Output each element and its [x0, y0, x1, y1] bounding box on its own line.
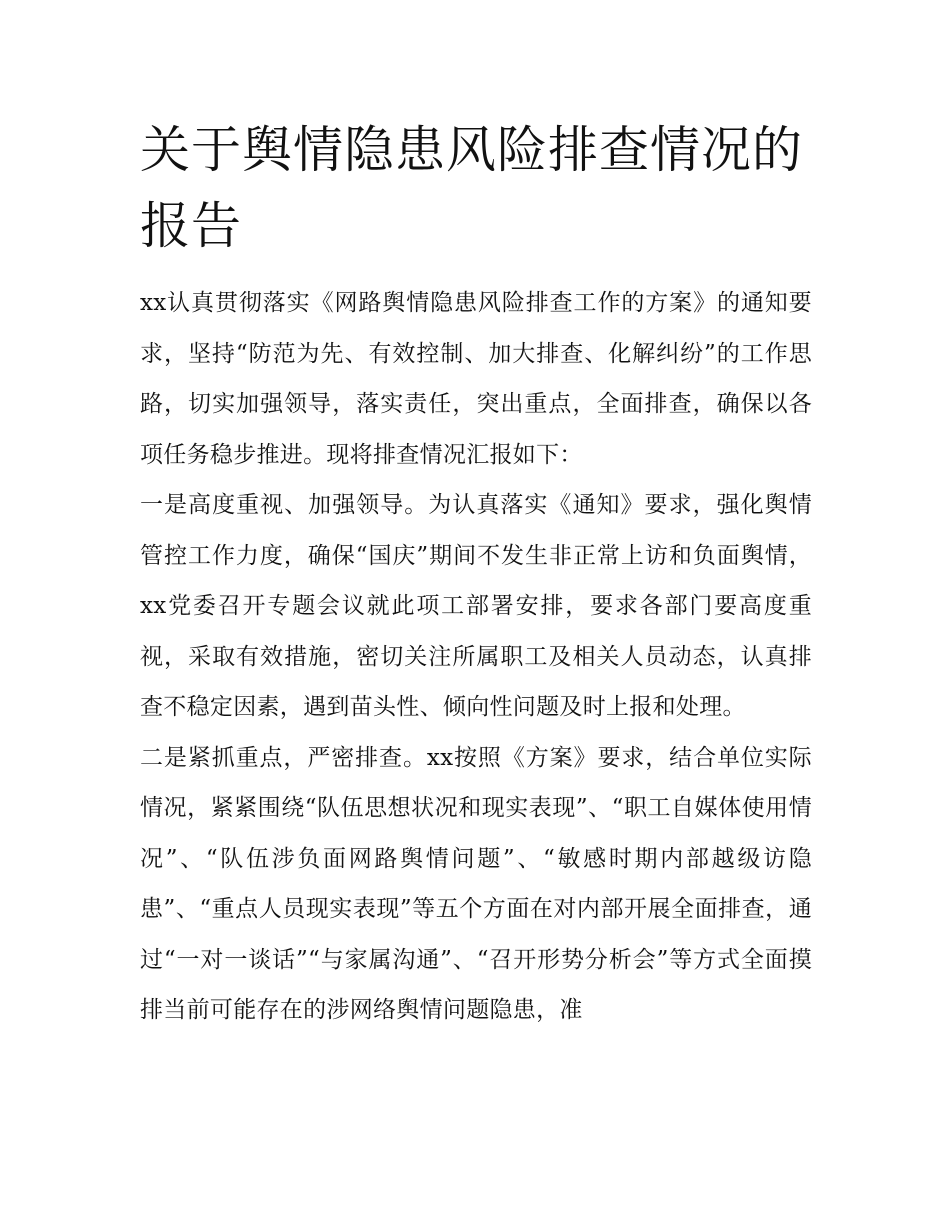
document-title: 关于舆情隐患风险排查情况的报告: [140, 121, 803, 255]
paragraph-point-two: 二是紧抓重点，严密排查。xx按照《方案》要求，结合单位实际情况，紧紧围绕“队伍思想状况和现实表现”、“职工自媒体使用情况”、“队伍涉负面网路舆情问题”、“敏感时期内部越级访隐患”、“重点人员现实表现”等五个方面在对内部开展全面排查，通过“一对一谈话”“与家属沟通”、“召开形势分析会”等方式全面摸排当前可能存在的涉网络舆情问题隐患，准: [140, 744, 812, 1023]
document-body: [140, 278, 812, 1036]
paragraph-point-one: 一是高度重视、加强领导。为认真落实《通知》要求，强化舆情管控工作力度，确保“国庆”期间不发生非正常上访和负面舆情，xx党委召开专题会议就此项工部署安排，要求各部门要高度重视，采取有效措施，密切关注所属职工及相关人员动态，认真排查不稳定因素，遇到苗头性、倾向性问题及时上报和处理。: [140, 492, 812, 720]
paragraph-intro: xx认真贯彻落实《网路舆情隐患风险排查工作的方案》的通知要求，坚持“防范为先、有效控制、加大排查、化解纠纷”的工作思路，切实加强领导，落实责任，突出重点，全面排查，确保以各项任务稳步推进。现将排查情况汇报如下：: [140, 290, 812, 468]
